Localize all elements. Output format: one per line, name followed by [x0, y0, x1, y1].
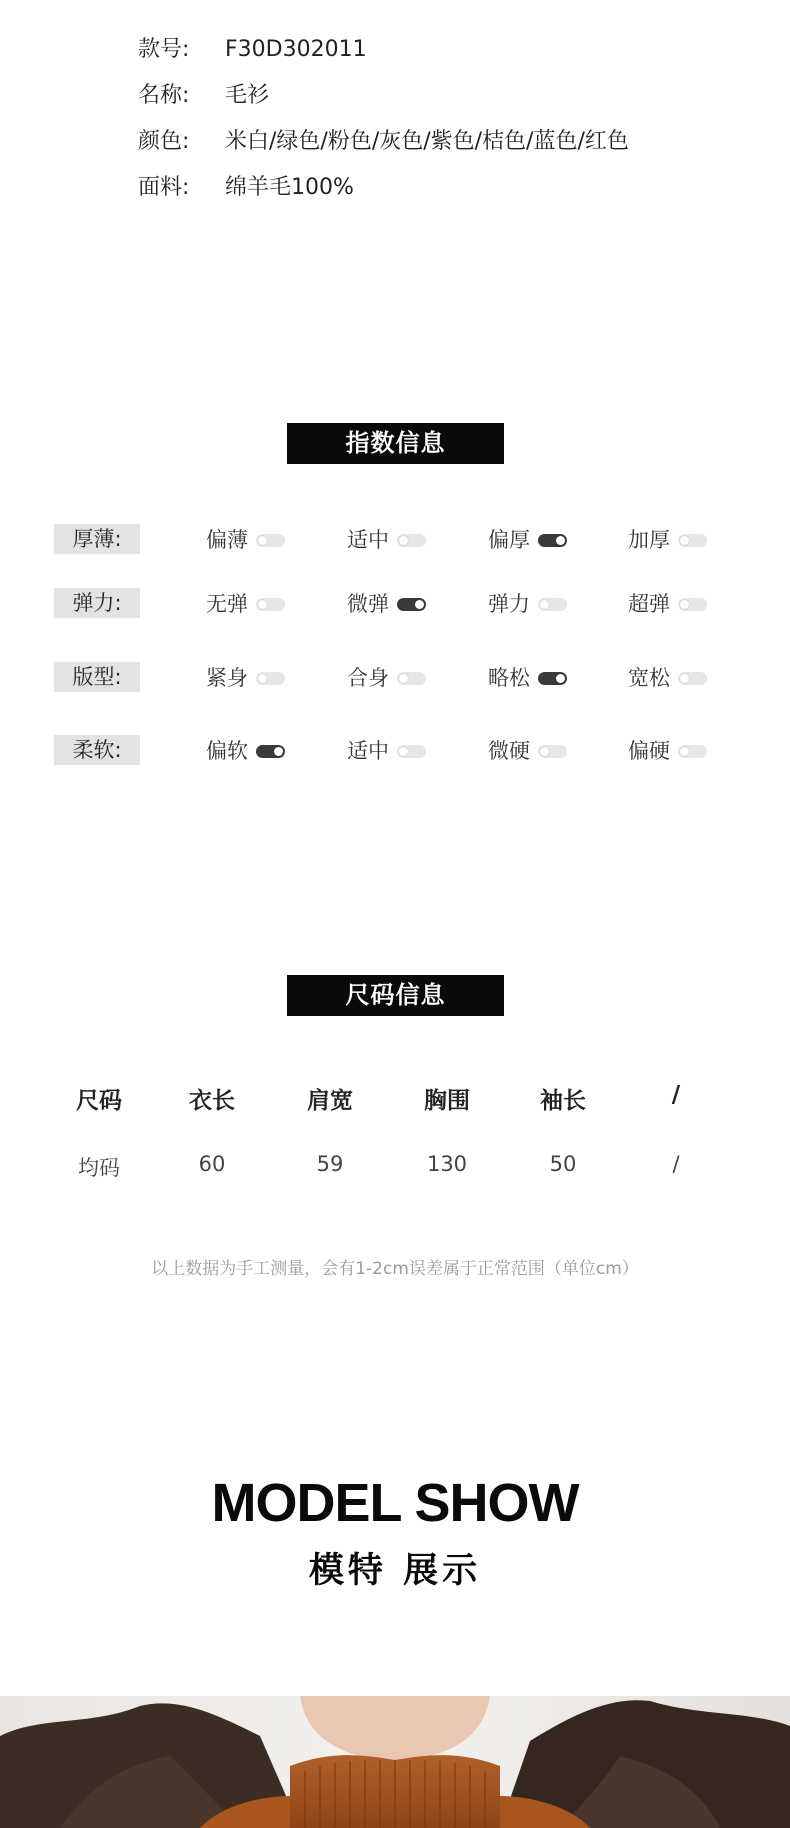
toggle-off-icon — [538, 598, 567, 611]
index-option — [628, 588, 707, 618]
toggle-off-icon — [678, 745, 707, 758]
index-row-label: 柔软: — [54, 735, 140, 765]
index-option-label: 偏厚 — [488, 528, 530, 552]
index-option — [347, 524, 426, 554]
index-option-label: 偏薄 — [206, 528, 248, 552]
toggle-on-icon — [538, 672, 567, 685]
info-key: 颜色: — [138, 129, 190, 154]
size-table-header: / — [671, 1082, 681, 1108]
index-option — [206, 524, 285, 554]
index-option-label: 微弹 — [347, 592, 389, 616]
toggle-off-icon — [678, 534, 707, 547]
toggle-off-icon — [397, 672, 426, 685]
index-option-label: 弹力 — [488, 592, 530, 616]
toggle-off-icon — [678, 598, 707, 611]
index-option-label: 宽松 — [628, 666, 670, 690]
index-option — [206, 735, 285, 765]
toggle-off-icon — [256, 598, 285, 611]
index-option-label: 加厚 — [628, 528, 670, 552]
index-option — [488, 588, 567, 618]
index-section-title: 指数信息 — [287, 423, 504, 464]
index-option-label: 略松 — [488, 666, 530, 690]
size-table-cell: 130 — [426, 1152, 468, 1176]
index-option — [488, 662, 567, 692]
index-option-label: 微硬 — [488, 739, 530, 763]
toggle-on-icon — [256, 745, 285, 758]
size-table-cell: 均码 — [78, 1156, 120, 1180]
toggle-off-icon — [256, 672, 285, 685]
model-show-title: MODEL SHOW — [211, 1473, 579, 1533]
info-row-style-number — [138, 35, 367, 65]
index-option — [488, 524, 567, 554]
size-table-header: 肩宽 — [307, 1088, 353, 1114]
measurement-note: 以上数据为手工测量，会有1-2cm误差属于正常范围（单位cm） — [151, 1259, 639, 1279]
info-key: 款号: — [138, 37, 190, 62]
index-option — [628, 662, 707, 692]
model-photo-image — [0, 1696, 790, 1828]
index-option — [206, 662, 285, 692]
info-value: 绵羊毛100% — [225, 175, 354, 200]
index-option-label: 紧身 — [206, 666, 248, 690]
toggle-off-icon — [678, 672, 707, 685]
toggle-off-icon — [538, 745, 567, 758]
toggle-off-icon — [256, 534, 285, 547]
index-option — [488, 735, 567, 765]
index-row-label: 厚薄: — [54, 524, 140, 554]
size-table-cell: 50 — [549, 1152, 577, 1176]
index-option — [628, 524, 707, 554]
index-option-label: 偏软 — [206, 739, 248, 763]
info-row-fabric — [138, 173, 354, 203]
index-row-label: 弹力: — [54, 588, 140, 618]
info-key: 名称: — [138, 83, 190, 108]
index-option-label: 无弹 — [206, 592, 248, 616]
size-section-title: 尺码信息 — [287, 975, 504, 1016]
index-option-label: 超弹 — [628, 592, 670, 616]
size-table-header: 尺码 — [76, 1088, 122, 1114]
index-option — [206, 588, 285, 618]
info-value: 毛衫 — [225, 83, 270, 108]
size-table-cell: 59 — [316, 1152, 344, 1176]
model-show-subtitle: 模特 展示 — [308, 1551, 482, 1591]
index-row-label: 版型: — [54, 662, 140, 692]
size-table-header: 胸围 — [424, 1088, 470, 1114]
toggle-on-icon — [397, 598, 426, 611]
index-option-label: 合身 — [347, 666, 389, 690]
info-value: F30D302011 — [225, 37, 367, 62]
index-option — [628, 735, 707, 765]
size-table-cell: / — [672, 1152, 680, 1176]
info-key: 面料: — [138, 175, 190, 200]
index-option — [347, 662, 426, 692]
size-table-header: 袖长 — [540, 1088, 586, 1114]
info-row-colors — [138, 127, 629, 157]
index-option-label: 适中 — [347, 739, 389, 763]
index-option-label: 适中 — [347, 528, 389, 552]
size-table-header: 衣长 — [189, 1088, 235, 1114]
info-row-name — [138, 81, 269, 111]
index-option — [347, 588, 426, 618]
index-option — [347, 735, 426, 765]
model-photo — [0, 1696, 790, 1828]
index-option-label: 偏硬 — [628, 739, 670, 763]
size-table-cell: 60 — [198, 1152, 226, 1176]
toggle-off-icon — [397, 745, 426, 758]
info-value: 米白/绿色/粉色/灰色/紫色/桔色/蓝色/红色 — [225, 129, 629, 154]
toggle-on-icon — [538, 534, 567, 547]
toggle-off-icon — [397, 534, 426, 547]
